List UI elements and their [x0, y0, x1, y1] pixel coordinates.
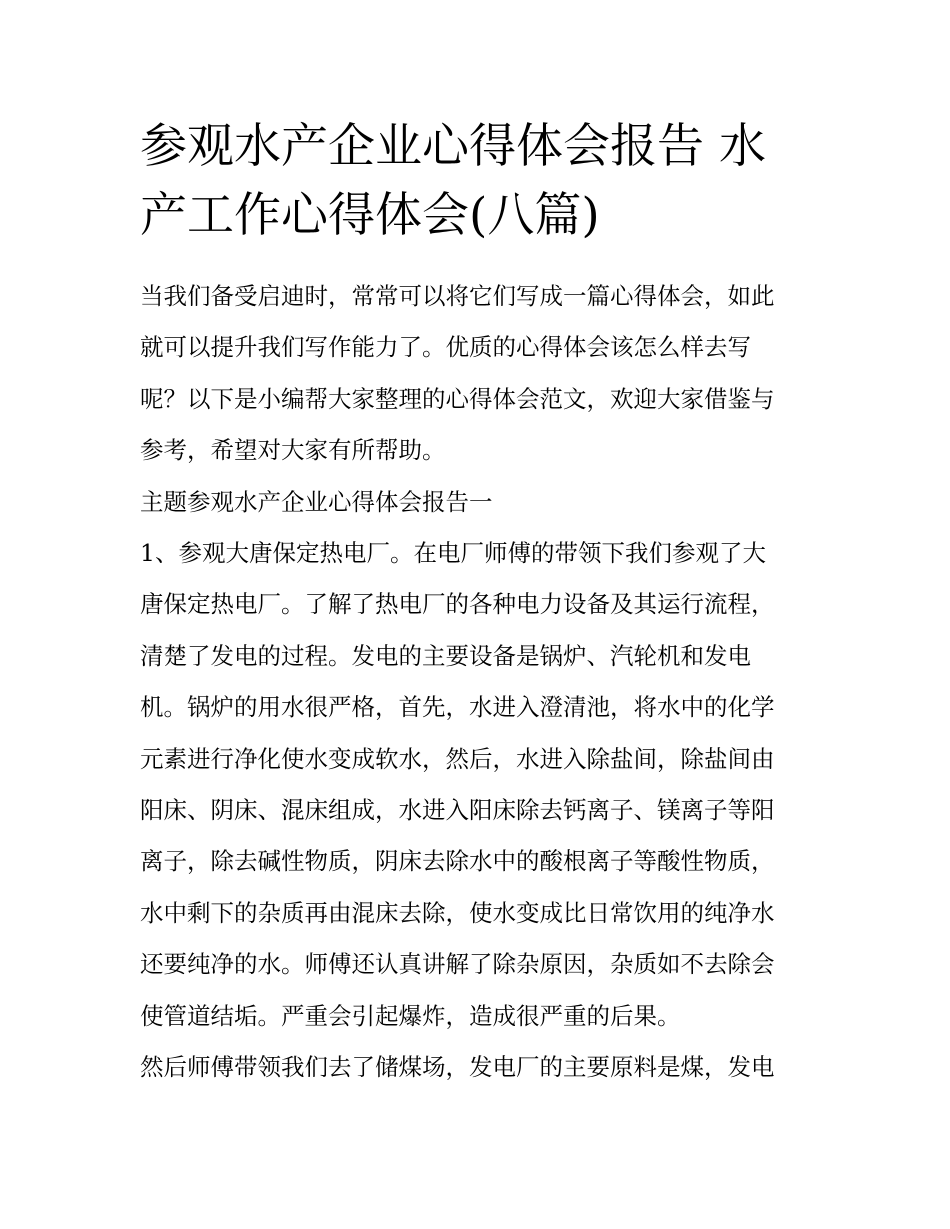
paragraph-line: 就可以提升我们写作能力了。优质的心得体会该怎么样去写	[140, 333, 751, 362]
body-paragraph	[140, 528, 812, 1042]
paragraph-line: 离子，除去碱性物质，阴床去除水中的酸根离子等酸性物质，	[140, 847, 775, 876]
title-line: 产工作心得体会(八篇)	[140, 188, 600, 243]
paragraph-line: 呢？以下是小编帮大家整理的心得体会范文，欢迎大家借鉴与	[140, 384, 775, 413]
paragraph-line: 参考，希望对大家有所帮助。	[140, 436, 446, 465]
paragraph-line: 使管道结垢。严重会引起爆炸，造成很严重的后果。	[140, 1001, 681, 1030]
paragraph-line: 水中剩下的杂质再由混床去除，使水变成比日常饮用的纯净水	[140, 898, 775, 927]
paragraph-line: 唐保定热电厂。了解了热电厂的各种电力设备及其运行流程，	[140, 590, 775, 619]
title-line: 参观水产企业心得体会报告 水	[140, 119, 766, 174]
paragraph-line: 清楚了发电的过程。发电的主要设备是锅炉、汽轮机和发电	[140, 641, 751, 670]
document-title	[140, 112, 812, 250]
paragraph-line: 机。锅炉的用水很严格，首先，水进入澄清池，将水中的化学	[140, 693, 775, 722]
section-heading	[140, 477, 812, 528]
paragraph-line: 1、参观大唐保定热电厂。在电厂师傅的带领下我们参观了大	[140, 539, 766, 568]
paragraph-line: 当我们备受启迪时，常常可以将它们写成一篇心得体会，如此	[140, 282, 775, 310]
paragraph-line: 然后师傅带领我们去了储煤场，发电厂的主要原料是煤，发电	[140, 1053, 775, 1082]
document-content	[140, 112, 812, 1094]
paragraph-line: 还要纯净的水。师傅还认真讲解了除杂原因，杂质如不去除会	[140, 950, 775, 979]
paragraph-line: 元素进行净化使水变成软水，然后，水进入除盐间，除盐间由	[140, 744, 775, 773]
paragraph-line: 阳床、阴床、混床组成，水进入阳床除去钙离子、镁离子等阳	[140, 796, 775, 825]
closing-paragraph	[140, 1042, 812, 1093]
intro-paragraph	[140, 271, 812, 477]
section-heading-text: 主题参观水产企业心得体会报告一	[140, 487, 493, 516]
